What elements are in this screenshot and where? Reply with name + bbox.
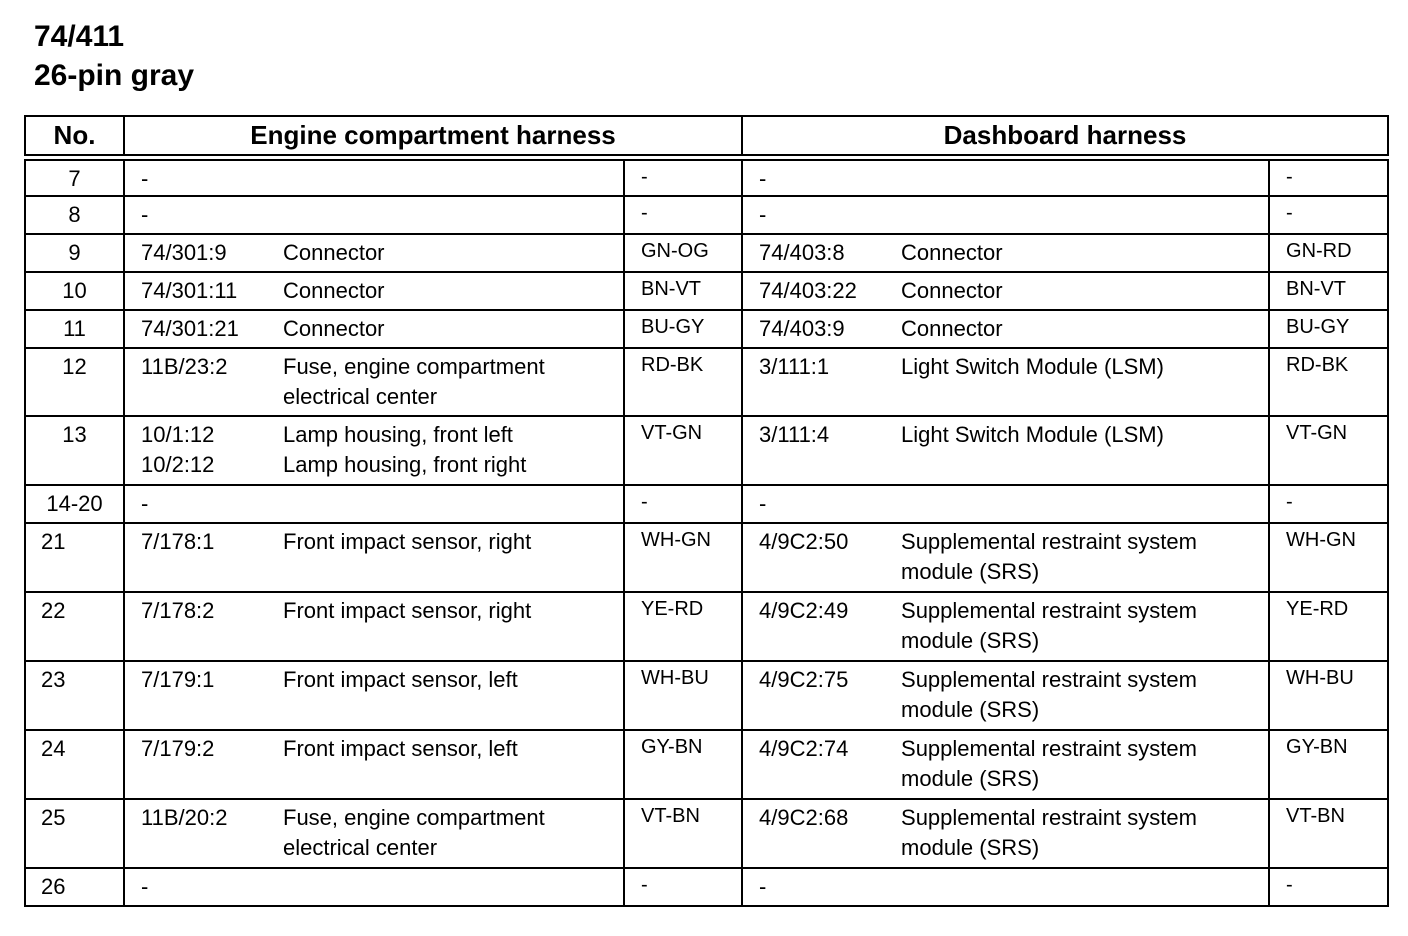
engine-terminal-ref: 10/2:12 [141,451,215,477]
dashboard-component-name: Supplemental restraint system [901,735,1197,761]
dashboard-wire-color: VT-BN [1269,799,1388,868]
dashboard-terminal-ref: 74/403:9 [759,315,845,341]
dashboard-wire-color: - [1269,158,1388,196]
dashboard-terminal-ref: 4/9C2:49 [759,597,849,623]
dashboard-part [742,485,1269,523]
engine-wire-color: - [624,485,742,523]
table-row [25,234,1388,272]
engine-wire-color: - [624,158,742,196]
engine-component-name: electrical center [283,834,438,860]
table-row [25,196,1388,234]
engine-terminal-ref: 7/179:2 [141,735,215,761]
dashboard-part [742,730,1269,799]
engine-component-name: Connector [283,277,385,303]
dashboard-part [742,310,1269,348]
dashboard-component-name: Supplemental restraint system [901,528,1197,554]
engine-component-name: Connector [283,239,385,265]
dashboard-terminal-ref: 4/9C2:50 [759,528,849,554]
engine-component-name: Front impact sensor, left [283,735,518,761]
dashboard-terminal-ref: 74/403:8 [759,239,845,265]
dashboard-component-name: Connector [901,315,1003,341]
engine-terminal-ref: - [141,873,149,899]
dashboard-wire-color: YE-RD [1269,592,1388,661]
pin-number: 23 [25,661,124,730]
engine-part [124,348,624,416]
dashboard-component-name: Connector [901,239,1003,265]
engine-terminal-ref: - [141,166,149,191]
engine-part [124,799,624,868]
table-row [25,158,1388,196]
engine-part [124,730,624,799]
engine-part [124,196,624,234]
dashboard-terminal-ref: 3/111:1 [759,353,830,379]
dashboard-wire-color: BN-VT [1269,272,1388,310]
engine-terminal-ref: 10/1:12 [141,421,215,447]
engine-terminal-ref: 11B/20:2 [141,804,228,830]
pin-number: 24 [25,730,124,799]
table-row [25,485,1388,523]
table-row [25,868,1388,906]
engine-component-name: Fuse, engine compartment [283,353,545,379]
dashboard-part [742,234,1269,272]
dashboard-wire-color: - [1269,196,1388,234]
dashboard-part [742,592,1269,661]
dashboard-component-name: module (SRS) [901,696,1040,722]
dashboard-terminal-ref: 74/403:22 [759,277,857,303]
engine-part [124,485,624,523]
pin-number: 7 [25,158,124,196]
dashboard-part [742,348,1269,416]
engine-terminal-ref: 7/178:2 [141,597,215,623]
engine-part [124,592,624,661]
engine-component-name: Front impact sensor, left [283,666,518,692]
dashboard-part [742,196,1269,234]
engine-terminal-ref: - [141,201,149,227]
dashboard-wire-color: WH-BU [1269,661,1388,730]
pin-number: 11 [25,310,124,348]
pin-number: 21 [25,523,124,592]
pin-number: 14-20 [25,485,124,523]
engine-part [124,523,624,592]
engine-component-name: electrical center [283,383,438,409]
table-row [25,416,1388,485]
dashboard-terminal-ref: - [759,166,767,191]
dashboard-component-name: Supplemental restraint system [901,804,1197,830]
dashboard-wire-color: BU-GY [1269,310,1388,348]
engine-wire-color: BU-GY [624,310,742,348]
header-no: No. [25,116,124,158]
engine-wire-color: - [624,868,742,906]
table-row [25,310,1388,348]
pinout-table [24,115,1389,907]
dashboard-component-name: Light Switch Module (LSM) [901,421,1164,447]
dashboard-part [742,158,1269,196]
engine-terminal-ref: 74/301:11 [141,277,238,303]
dashboard-component-name: module (SRS) [901,765,1040,791]
dashboard-wire-color: WH-GN [1269,523,1388,592]
engine-wire-color: VT-GN [624,416,742,485]
engine-wire-color: WH-GN [624,523,742,592]
header-engine-harness: Engine compartment harness [124,116,742,158]
dashboard-terminal-ref: 4/9C2:68 [759,804,849,830]
engine-component-name: Fuse, engine compartment [283,804,545,830]
table-row [25,592,1388,661]
pin-number: 13 [25,416,124,485]
dashboard-terminal-ref: 3/111:4 [759,421,830,447]
dashboard-component-name: Light Switch Module (LSM) [901,353,1164,379]
engine-part [124,234,624,272]
dashboard-terminal-ref: - [759,201,767,227]
engine-part [124,416,624,485]
dashboard-part [742,523,1269,592]
dashboard-terminal-ref: - [759,873,767,899]
dashboard-part [742,868,1269,906]
engine-component-name: Front impact sensor, right [283,528,532,554]
table-row [25,661,1388,730]
dashboard-component-name: Connector [901,277,1003,303]
dashboard-part [742,272,1269,310]
engine-wire-color: BN-VT [624,272,742,310]
table-row [25,799,1388,868]
engine-part [124,661,624,730]
engine-terminal-ref: 11B/23:2 [141,353,228,379]
dashboard-component-name: Supplemental restraint system [901,666,1197,692]
engine-wire-color: GY-BN [624,730,742,799]
engine-terminal-ref: 7/178:1 [141,528,215,554]
dashboard-terminal-ref: - [759,490,767,516]
engine-component-name: Lamp housing, front right [283,451,527,477]
engine-wire-color: RD-BK [624,348,742,416]
dashboard-component-name: module (SRS) [901,834,1040,860]
dashboard-part [742,661,1269,730]
engine-terminal-ref: 74/301:21 [141,315,239,341]
table-row [25,523,1388,592]
pin-number: 10 [25,272,124,310]
engine-part [124,310,624,348]
engine-component-name: Lamp housing, front left [283,421,513,447]
engine-wire-color: - [624,196,742,234]
engine-wire-color: VT-BN [624,799,742,868]
engine-component-name: Connector [283,315,385,341]
pin-number: 22 [25,592,124,661]
engine-wire-color: GN-OG [624,234,742,272]
table-row [25,348,1388,416]
connector-description-title: 26-pin gray [34,59,195,92]
dashboard-wire-color: - [1269,485,1388,523]
engine-terminal-ref: 74/301:9 [141,239,227,265]
engine-component-name: Front impact sensor, right [283,597,532,623]
engine-wire-color: WH-BU [624,661,742,730]
dashboard-component-name: module (SRS) [901,627,1040,653]
pin-number: 12 [25,348,124,416]
dashboard-part [742,416,1269,485]
pin-number: 25 [25,799,124,868]
dashboard-component-name: Supplemental restraint system [901,597,1197,623]
dashboard-component-name: module (SRS) [901,558,1040,584]
table-row [25,730,1388,799]
engine-part [124,158,624,196]
table-header-row [25,116,1388,158]
engine-part [124,868,624,906]
dashboard-wire-color: RD-BK [1269,348,1388,416]
engine-terminal-ref: - [141,490,149,516]
table-row [25,272,1388,310]
header-dashboard-harness: Dashboard harness [742,116,1388,158]
engine-wire-color: YE-RD [624,592,742,661]
dashboard-wire-color: GY-BN [1269,730,1388,799]
pin-number: 8 [25,196,124,234]
dashboard-terminal-ref: 4/9C2:74 [759,735,849,761]
engine-terminal-ref: 7/179:1 [141,666,215,692]
dashboard-wire-color: GN-RD [1269,234,1388,272]
pin-number: 9 [25,234,124,272]
engine-part [124,272,624,310]
connector-id-title: 74/411 [34,20,125,53]
dashboard-wire-color: - [1269,868,1388,906]
dashboard-wire-color: VT-GN [1269,416,1388,485]
dashboard-terminal-ref: 4/9C2:75 [759,666,849,692]
dashboard-part [742,799,1269,868]
pin-number: 26 [25,868,124,906]
